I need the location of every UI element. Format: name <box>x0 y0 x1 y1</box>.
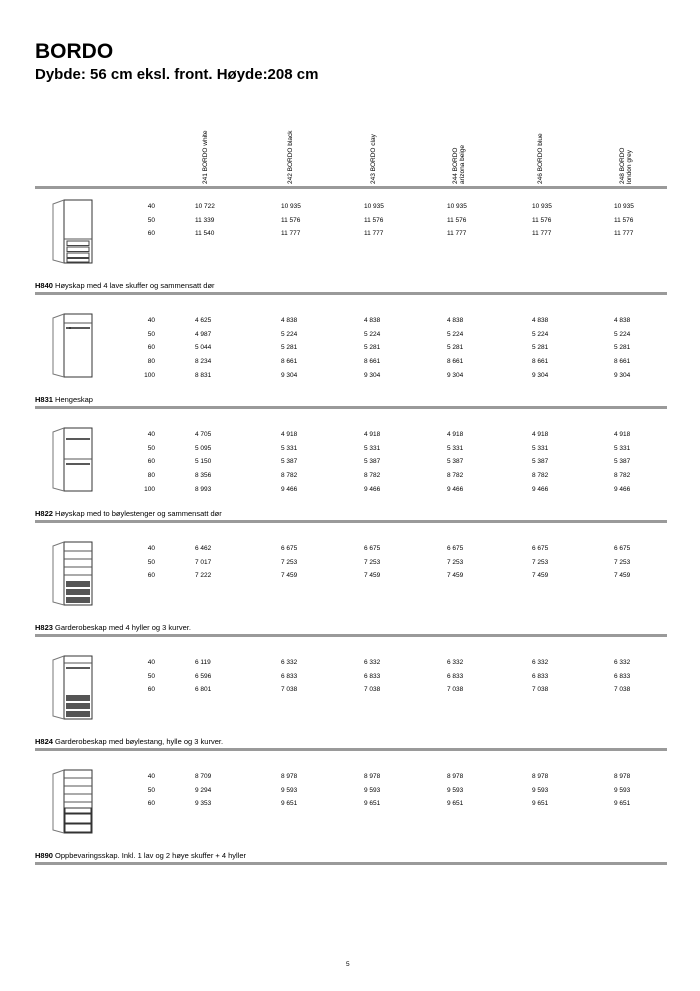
header-divider <box>35 186 667 189</box>
price-cell: 7 038 <box>364 686 381 694</box>
price-cell: 11 576 <box>281 216 301 224</box>
product-label <box>35 281 215 290</box>
price-row <box>35 217 667 230</box>
width-cell: 60 <box>147 686 155 694</box>
price-cell: 10 722 <box>195 203 215 210</box>
price-cell: 9 304 <box>532 371 549 379</box>
price-cell: 7 222 <box>195 572 212 580</box>
price-row <box>35 431 667 444</box>
product-description: Hengeskap <box>55 395 93 404</box>
price-row <box>35 230 667 243</box>
price-cell: 9 304 <box>281 371 298 379</box>
price-cell: 9 304 <box>364 371 381 379</box>
price-row <box>35 787 667 800</box>
price-cell: 9 651 <box>364 800 381 808</box>
width-cell: 60 <box>147 800 155 808</box>
width-cell: 60 <box>147 344 155 352</box>
price-cell: 6 119 <box>195 659 211 666</box>
price-row <box>35 372 667 385</box>
price-cell: 5 281 <box>281 344 298 352</box>
column-header: 248 BORDO london grey <box>619 147 633 184</box>
price-cell: 6 833 <box>364 672 381 680</box>
price-cell: 5 331 <box>532 444 549 452</box>
width-cell: 40 <box>147 431 155 438</box>
price-row <box>35 458 667 471</box>
price-cell: 7 253 <box>532 558 549 566</box>
price-row <box>35 673 667 686</box>
price-cell: 6 833 <box>614 672 631 680</box>
product-code: H822 <box>35 509 53 518</box>
price-cell: 11 777 <box>281 230 301 238</box>
column-header: 243 BORDO clay <box>370 134 377 184</box>
price-cell: 6 833 <box>532 672 549 680</box>
section-divider <box>35 862 667 865</box>
price-cell: 11 576 <box>364 216 384 224</box>
price-cell: 7 038 <box>614 686 631 694</box>
price-cell: 6 801 <box>195 686 212 694</box>
section-divider <box>35 520 667 523</box>
price-cell: 8 782 <box>614 472 631 480</box>
width-cell: 40 <box>147 203 155 210</box>
price-cell: 9 294 <box>195 786 212 794</box>
price-cell: 4 987 <box>195 330 212 338</box>
price-cell: 4 918 <box>532 431 549 438</box>
price-cell: 4 918 <box>281 431 298 438</box>
price-cell: 9 466 <box>281 485 298 493</box>
price-cell: 8 782 <box>364 472 381 480</box>
product-code: H823 <box>35 623 53 632</box>
product-code: H890 <box>35 851 53 860</box>
price-row <box>35 572 667 585</box>
price-cell: 9 466 <box>614 485 631 493</box>
price-cell: 8 661 <box>281 358 298 366</box>
price-cell: 8 782 <box>447 472 464 480</box>
width-cell: 40 <box>147 659 155 666</box>
price-cell: 6 332 <box>614 659 631 666</box>
price-cell: 5 281 <box>614 344 631 352</box>
price-cell: 9 593 <box>364 786 381 794</box>
price-cell: 8 978 <box>532 773 549 780</box>
price-cell: 8 661 <box>532 358 549 366</box>
price-cell: 8 661 <box>364 358 381 366</box>
price-cell: 5 044 <box>195 344 212 352</box>
price-cell: 9 651 <box>532 800 549 808</box>
price-cell: 5 387 <box>281 458 298 466</box>
column-header: 246 BORDO blue <box>537 133 544 184</box>
price-cell: 7 038 <box>281 686 298 694</box>
price-cell: 9 593 <box>614 786 631 794</box>
price-cell: 11 576 <box>447 216 467 224</box>
price-cell: 5 224 <box>281 330 298 338</box>
price-cell: 10 935 <box>614 203 634 210</box>
price-row <box>35 773 667 786</box>
price-cell: 4 838 <box>447 317 464 324</box>
product-description: Oppbevaringsskap. Inkl. 1 lav og 2 høye skuffer + 4 hyller <box>55 851 247 860</box>
product-label <box>35 623 191 632</box>
price-cell: 6 833 <box>281 672 298 680</box>
price-cell: 4 918 <box>364 431 381 438</box>
width-cell: 50 <box>147 672 155 680</box>
price-cell: 6 675 <box>281 545 298 552</box>
price-cell: 8 978 <box>281 773 298 780</box>
price-cell: 8 978 <box>364 773 381 780</box>
price-row <box>35 472 667 485</box>
price-cell: 5 224 <box>614 330 631 338</box>
price-cell: 8 782 <box>532 472 549 480</box>
price-cell: 7 253 <box>281 558 298 566</box>
price-cell: 11 576 <box>532 216 552 224</box>
product-code: H840 <box>35 281 53 290</box>
price-cell: 6 332 <box>281 659 298 666</box>
price-cell: 11 777 <box>532 230 552 238</box>
width-cell: 50 <box>147 216 155 224</box>
price-cell: 6 332 <box>447 659 464 666</box>
price-cell: 9 466 <box>447 485 464 493</box>
column-header: 241 BORDO white <box>202 130 209 184</box>
width-cell: 60 <box>147 572 155 580</box>
price-cell: 8 356 <box>195 472 212 480</box>
price-cell: 4 838 <box>614 317 631 324</box>
price-cell: 8 993 <box>195 485 212 493</box>
section-divider <box>35 292 667 295</box>
price-cell: 5 387 <box>532 458 549 466</box>
product-label <box>35 509 222 518</box>
width-cell: 80 <box>147 358 155 366</box>
section-divider <box>35 406 667 409</box>
price-cell: 5 331 <box>281 444 298 452</box>
price-cell: 6 332 <box>364 659 381 666</box>
price-cell: 7 253 <box>447 558 464 566</box>
page-subtitle: Dybde: 56 cm eksl. front. Høyde:208 cm <box>35 66 319 83</box>
price-cell: 11 777 <box>364 230 384 238</box>
price-cell: 6 675 <box>614 545 631 552</box>
price-cell: 11 777 <box>447 230 467 238</box>
product-description: Garderobeskap med bøylestang, hylle og 3 kurver. <box>55 737 224 746</box>
price-cell: 9 651 <box>614 800 631 808</box>
width-cell: 80 <box>147 472 155 480</box>
price-cell: 5 281 <box>364 344 381 352</box>
product-label <box>35 851 246 860</box>
price-cell: 7 253 <box>614 558 631 566</box>
product-description: Høyskap med 4 lave skuffer og sammensatt dør <box>55 281 215 290</box>
width-cell: 50 <box>147 786 155 794</box>
price-cell: 4 705 <box>195 431 212 438</box>
price-cell: 7 459 <box>364 572 381 580</box>
price-cell: 10 935 <box>281 203 301 210</box>
price-cell: 8 661 <box>614 358 631 366</box>
price-cell: 8 782 <box>281 472 298 480</box>
width-cell: 60 <box>147 458 155 466</box>
price-cell: 5 095 <box>195 444 212 452</box>
price-cell: 9 466 <box>532 485 549 493</box>
width-cell: 100 <box>144 371 155 379</box>
price-cell: 9 651 <box>281 800 298 808</box>
price-cell: 10 935 <box>532 203 552 210</box>
price-row <box>35 545 667 558</box>
price-cell: 5 387 <box>364 458 381 466</box>
price-cell: 8 709 <box>195 773 212 780</box>
width-cell: 50 <box>147 558 155 566</box>
page-number: 5 <box>346 961 350 968</box>
product-code: H824 <box>35 737 53 746</box>
product-description: Garderobeskap med 4 hyller og 3 kurver. <box>55 623 191 632</box>
product-label <box>35 737 223 746</box>
price-cell: 11 576 <box>614 216 634 224</box>
price-cell: 11 339 <box>195 216 215 224</box>
product-code: H831 <box>35 395 53 404</box>
price-cell: 8 978 <box>447 773 464 780</box>
price-row <box>35 344 667 357</box>
price-cell: 4 838 <box>532 317 549 324</box>
price-row <box>35 445 667 458</box>
page-title: BORDO <box>35 40 114 63</box>
price-cell: 7 459 <box>614 572 631 580</box>
price-cell: 6 675 <box>447 545 464 552</box>
price-cell: 7 459 <box>281 572 298 580</box>
price-cell: 4 838 <box>364 317 381 324</box>
price-cell: 6 675 <box>364 545 381 552</box>
price-cell: 8 978 <box>614 773 631 780</box>
price-row <box>35 659 667 672</box>
price-cell: 5 224 <box>364 330 381 338</box>
price-cell: 6 596 <box>195 672 212 680</box>
price-cell: 5 150 <box>195 458 212 466</box>
price-cell: 5 224 <box>447 330 464 338</box>
price-cell: 5 281 <box>532 344 549 352</box>
price-cell: 11 540 <box>195 230 215 238</box>
price-cell: 5 331 <box>364 444 381 452</box>
price-cell: 11 777 <box>614 230 634 238</box>
width-cell: 40 <box>147 545 155 552</box>
price-row <box>35 317 667 330</box>
price-cell: 6 833 <box>447 672 464 680</box>
column-header: 244 BORDO arizona beige <box>452 144 466 184</box>
product-label <box>35 395 93 404</box>
price-cell: 7 038 <box>532 686 549 694</box>
section-divider <box>35 634 667 637</box>
price-cell: 9 304 <box>447 371 464 379</box>
price-cell: 6 675 <box>532 545 549 552</box>
price-cell: 9 593 <box>532 786 549 794</box>
price-row <box>35 331 667 344</box>
price-cell: 5 331 <box>447 444 464 452</box>
price-cell: 8 831 <box>195 371 212 379</box>
price-cell: 5 331 <box>614 444 631 452</box>
price-cell: 9 304 <box>614 371 631 379</box>
price-row <box>35 486 667 499</box>
price-cell: 8 234 <box>195 358 212 366</box>
price-cell: 7 038 <box>447 686 464 694</box>
price-cell: 6 462 <box>195 545 212 552</box>
width-cell: 40 <box>147 317 155 324</box>
price-cell: 7 459 <box>532 572 549 580</box>
price-row <box>35 358 667 371</box>
price-row <box>35 800 667 813</box>
width-cell: 50 <box>147 330 155 338</box>
price-cell: 7 017 <box>195 558 212 566</box>
price-cell: 6 332 <box>532 659 549 666</box>
width-cell: 40 <box>147 773 155 780</box>
price-cell: 7 459 <box>447 572 464 580</box>
price-cell: 9 466 <box>364 485 381 493</box>
price-cell: 4 918 <box>614 431 631 438</box>
price-cell: 4 838 <box>281 317 298 324</box>
price-cell: 5 387 <box>447 458 464 466</box>
price-cell: 9 353 <box>195 800 212 808</box>
price-row <box>35 559 667 572</box>
width-cell: 100 <box>144 485 155 493</box>
price-cell: 9 651 <box>447 800 464 808</box>
price-cell: 5 387 <box>614 458 631 466</box>
price-cell: 8 661 <box>447 358 464 366</box>
price-cell: 10 935 <box>364 203 384 210</box>
price-cell: 4 625 <box>195 317 212 324</box>
width-cell: 50 <box>147 444 155 452</box>
price-row <box>35 203 667 216</box>
section-divider <box>35 748 667 751</box>
product-description: Høyskap med to bøylestenger og sammensatt dør <box>55 509 222 518</box>
price-cell: 4 918 <box>447 431 464 438</box>
price-cell: 10 935 <box>447 203 467 210</box>
price-cell: 5 281 <box>447 344 464 352</box>
width-cell: 60 <box>147 230 155 238</box>
price-cell: 7 253 <box>364 558 381 566</box>
price-cell: 9 593 <box>447 786 464 794</box>
price-cell: 5 224 <box>532 330 549 338</box>
price-cell: 9 593 <box>281 786 298 794</box>
price-row <box>35 686 667 699</box>
column-header: 242 BORDO black <box>287 130 294 184</box>
